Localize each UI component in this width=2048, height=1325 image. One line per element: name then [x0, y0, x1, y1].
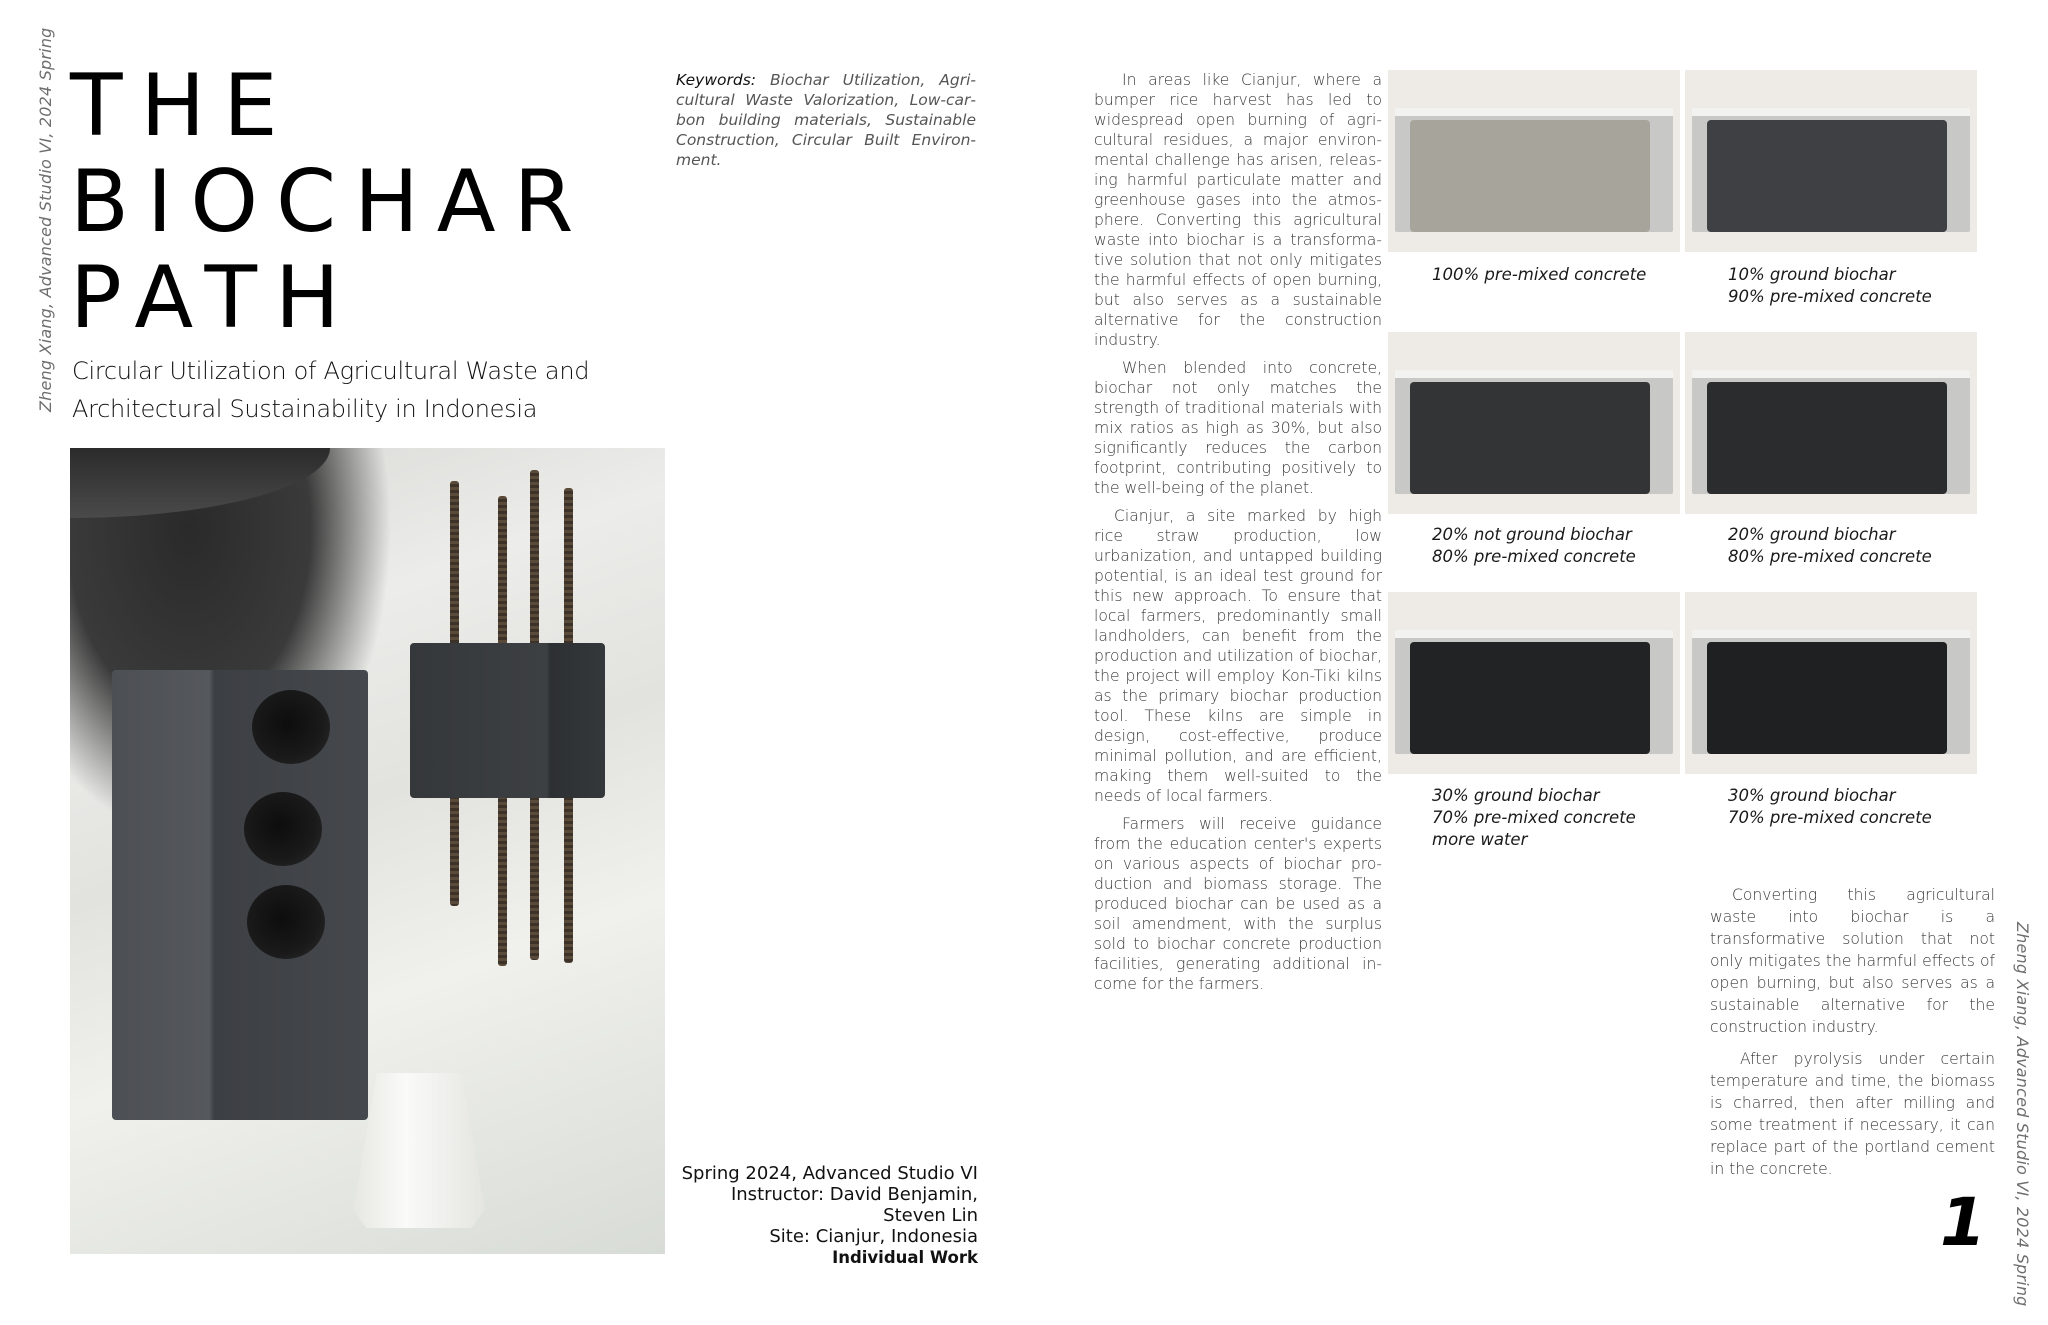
sample-caption-4 [1728, 524, 1998, 568]
keywords-text: Biochar Utilization, Agricultural Waste Valorization, Low-carbon building materials, Sustainable Construction, Circular Built Environment. [676, 71, 976, 169]
page-subtitle: Circular Utilization of Agricultural Waste and Architectural Sustainability in Indonesia [72, 357, 590, 423]
body-text [1094, 70, 1382, 1002]
keywords-label: Keywords: [676, 71, 756, 89]
sample-photo-5 [1388, 592, 1680, 774]
brick-hole [252, 690, 330, 764]
caption-line: 70% pre-mixed concrete [1432, 808, 1636, 827]
sample-caption-5 [1432, 785, 1702, 851]
sample-caption-6 [1728, 785, 1998, 829]
body-paragraph: Cianjur, a site marked by high rice straw production, low urbanization, and untapped building potential, is an ideal test ground for this new approach. To ensure that local farmers, predominantly small landholders, can benefit from the production and utilization of biochar, the project will employ Kon-Tiki kilns as the primary biochar production tool. These kilns are simple in design, cost-effective, produce minimal pollution, and are efficient, making them well-suited to the needs of local farmers. [1094, 507, 1382, 805]
caption-line: 70% pre-mixed concrete [1728, 808, 1932, 827]
caption-line: 90% pre-mixed concrete [1728, 287, 1932, 306]
sample-slab [1707, 382, 1947, 494]
sample-caption-3 [1432, 524, 1702, 568]
photo-background-shadow [70, 448, 330, 518]
caption-line: 20% not ground biochar [1432, 525, 1632, 544]
sample-caption-1 [1432, 264, 1702, 286]
sample-slab [1707, 642, 1947, 754]
page-title [70, 58, 591, 346]
credits-line: Steven Lin [883, 1205, 978, 1226]
caption-line: 80% pre-mixed concrete [1728, 547, 1932, 566]
brick-hole [247, 885, 325, 959]
hollow-brick [112, 670, 368, 1120]
title-line-3: PATH [70, 248, 358, 348]
sample-slab [1410, 382, 1650, 494]
body-paragraph: When blended into concrete, biochar not only matches the strength of traditional materials with mix ratios as high as 30%, but also significantly reduces the carbon footprint, contributing positively to the well-being of the planet. [1094, 359, 1382, 497]
credits-line: Instructor: David Benjamin, [730, 1184, 978, 1205]
page-number: 1 [1940, 1184, 1986, 1261]
sample-slab [1707, 120, 1947, 232]
title-line-1: THE [70, 56, 296, 156]
credits-line: Site: Cianjur, Indonesia [769, 1226, 978, 1247]
sample-photo-3 [1388, 332, 1680, 514]
body-paragraph: In areas like Cianjur, where a bumper rice harvest has led to widespread open burning of agricultural residues, a major environmental challenge has arisen, releasing harmful particulate matter and greenhouse gases into the atmosphere. Converting this agricultural waste into biochar is a transformative solution that not only mitigates the harmful effects of open burning, but also serves as a sustainable alternative for the construction industry. [1094, 71, 1382, 349]
biochar-block [410, 643, 605, 798]
side-label-left: Zheng Xiang, Advanced Studio VI, 2024 Spring [36, 27, 55, 412]
brick-hole [244, 792, 322, 866]
title-line-2: BIOCHAR [70, 152, 592, 252]
body-text-secondary [1710, 884, 1995, 1190]
caption-line: 100% pre-mixed concrete [1432, 265, 1647, 284]
sample-slab [1410, 120, 1650, 232]
side-label-right: Zheng Xiang, Advanced Studio VI, 2024 Spring [2013, 922, 2032, 1307]
sample-photo-4 [1685, 332, 1977, 514]
caption-line: 80% pre-mixed concrete [1432, 547, 1636, 566]
credits-line: Spring 2024, Advanced Studio VI [681, 1163, 978, 1184]
sample-caption-2 [1728, 264, 1998, 308]
credits [660, 1163, 978, 1268]
sample-photo-1 [1388, 70, 1680, 252]
credits-individual-work: Individual Work [832, 1248, 978, 1267]
keywords [676, 70, 976, 170]
body-paragraph: Farmers will receive guidance from the education center's experts on various aspects of biochar production and biomass storage. The produced biochar can be used as a soil amendment, with the surplus sold to biochar concrete production facilities, generating additional income for the farmers. [1094, 815, 1382, 993]
body-paragraph: Converting this agricultural waste into biochar is a transformative solution that not only mitigates the harmful effects of open burning, but also serves as a sustainable alternative for the construction industry. [1710, 886, 1995, 1036]
sample-photo-2 [1685, 70, 1977, 252]
caption-line: 30% ground biochar [1728, 786, 1896, 805]
caption-line: more water [1432, 830, 1528, 849]
body-paragraph: After pyrolysis under certain temperature and time, the biomass is charred, then after milling and some treatment if necessary, it can replace part of the portland cement in the concrete. [1710, 1050, 1995, 1178]
sample-slab [1410, 642, 1650, 754]
main-photo [70, 448, 665, 1254]
caption-line: 10% ground biochar [1728, 265, 1896, 284]
caption-line: 30% ground biochar [1432, 786, 1600, 805]
caption-line: 20% ground biochar [1728, 525, 1896, 544]
sample-photo-6 [1685, 592, 1977, 774]
white-cone [353, 1073, 485, 1228]
